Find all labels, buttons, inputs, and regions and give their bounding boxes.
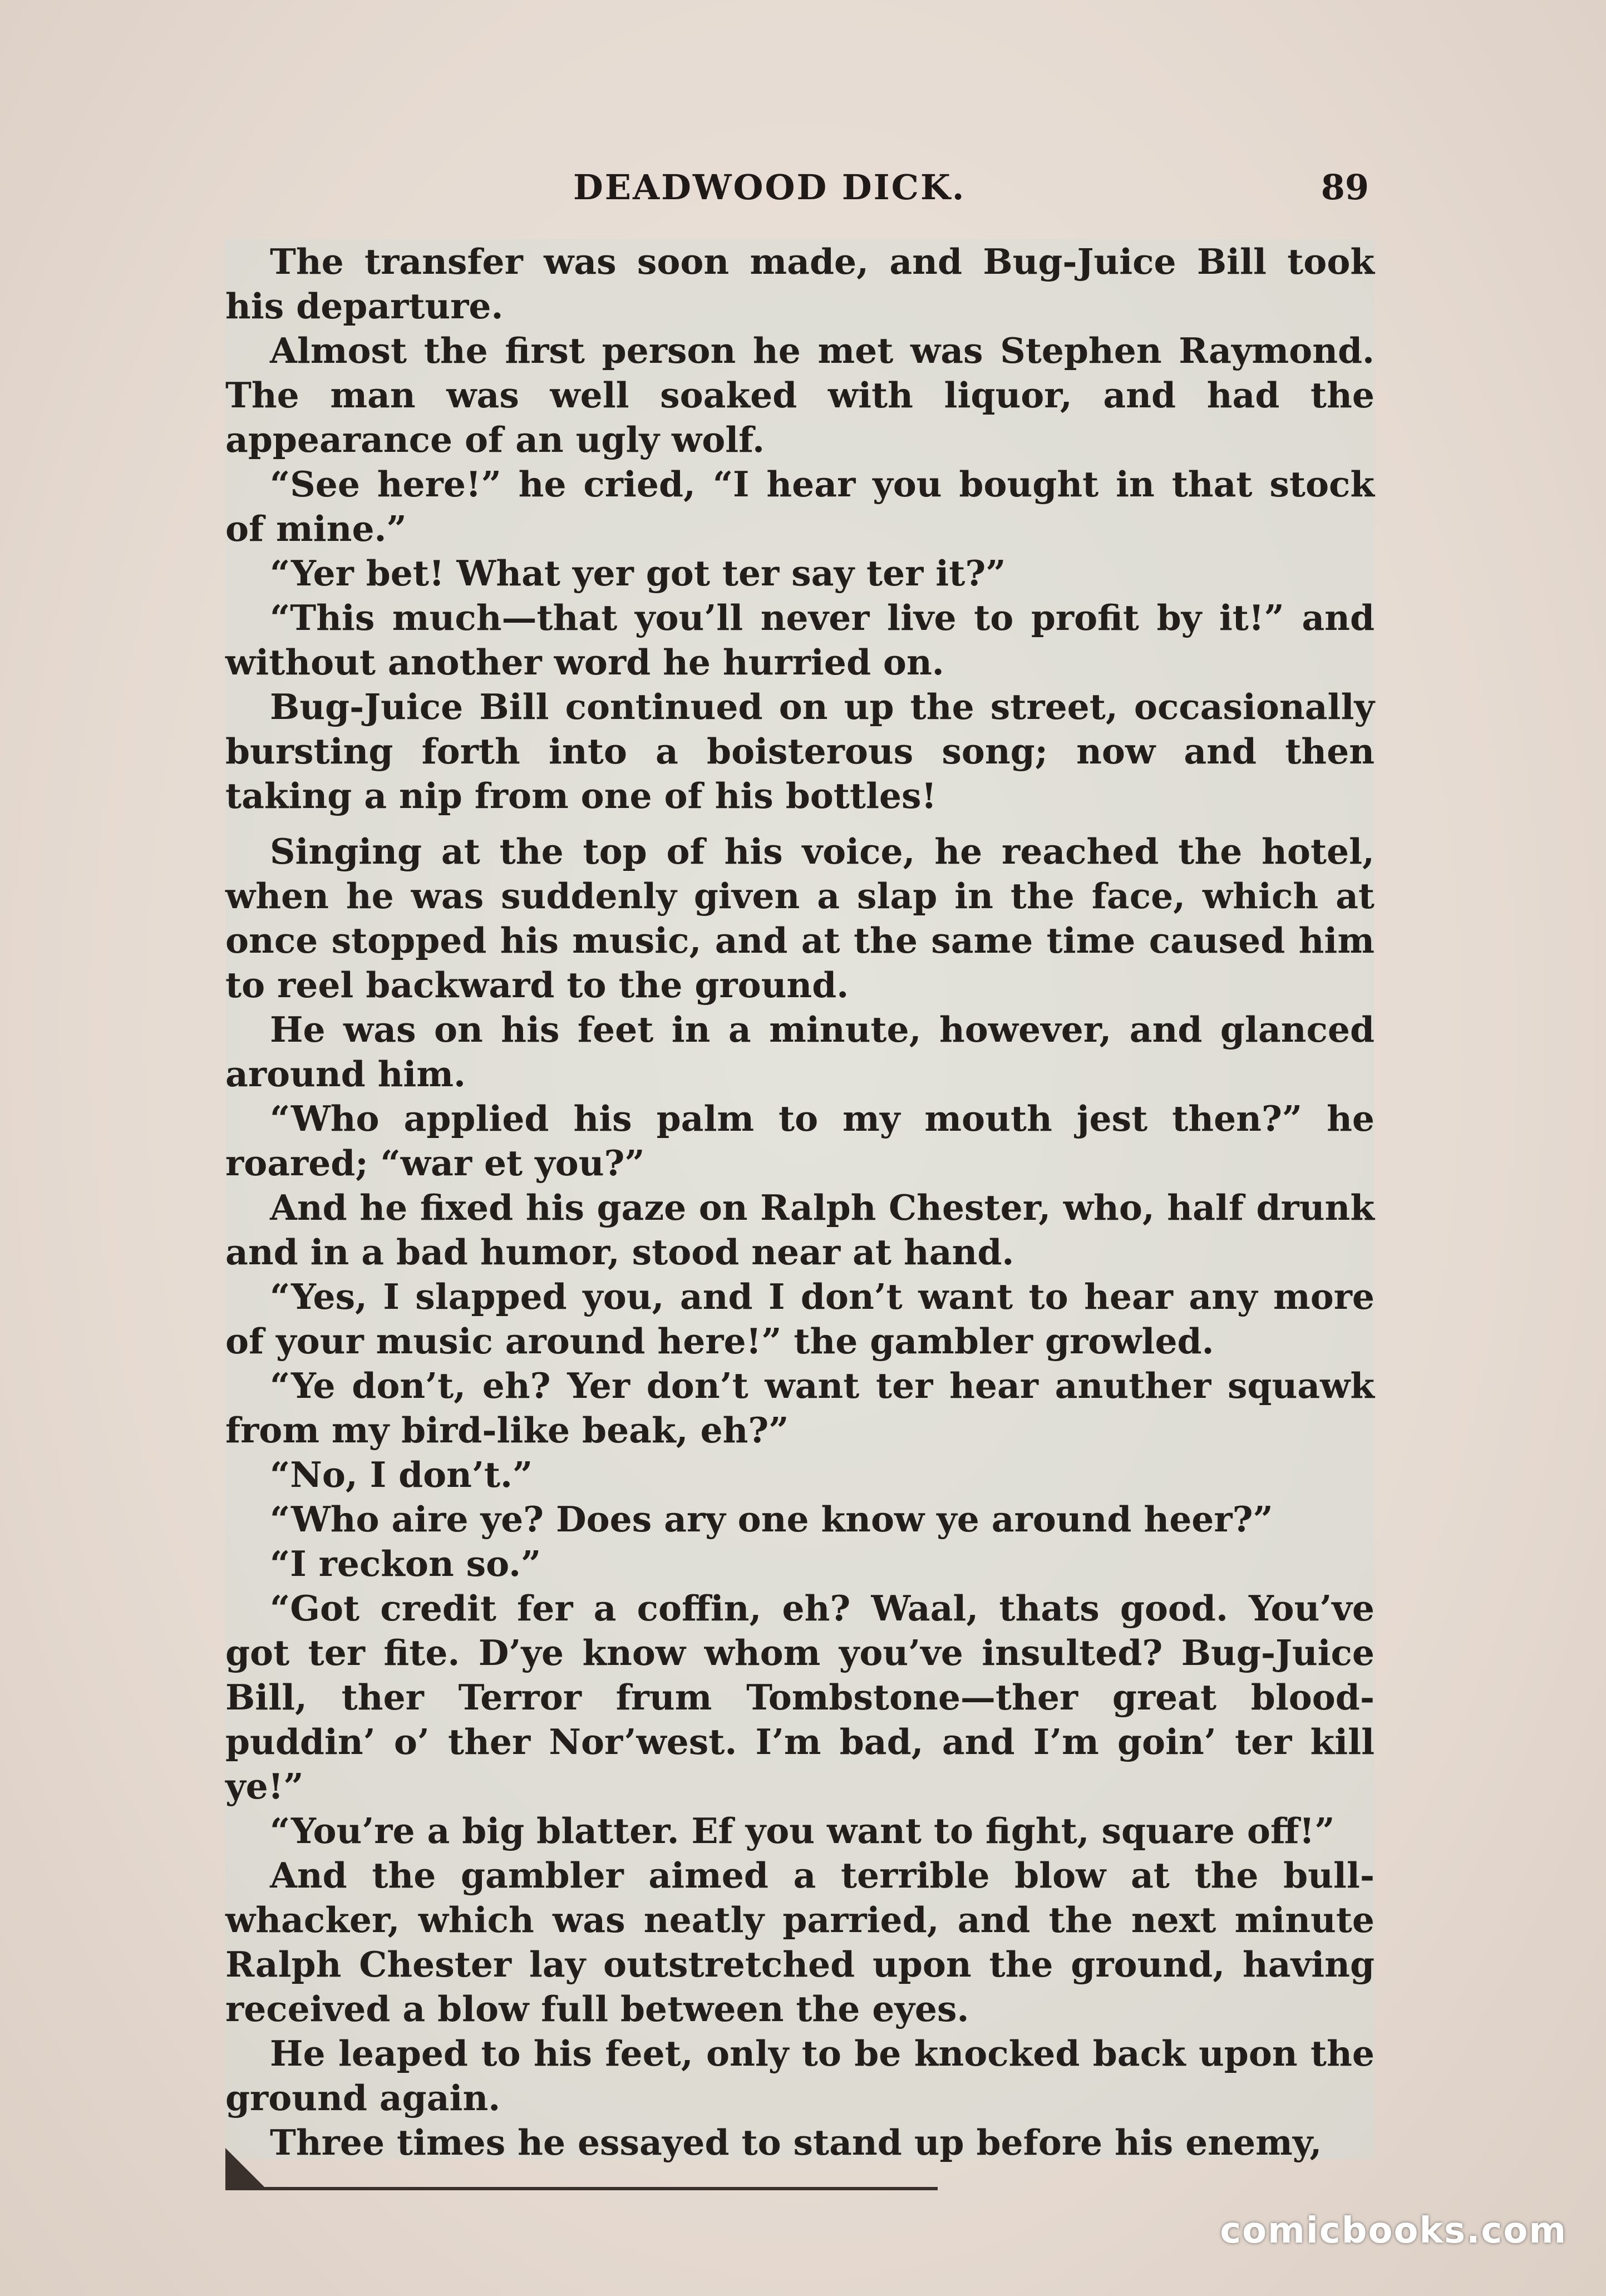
paragraph-11: “Yes, I slapped you, and I don’t want to hear any more of your music around here!” the gambler growled. bbox=[225, 1276, 1375, 1362]
paragraph-4: “Yer bet! What yer got ter say ter it?” bbox=[270, 553, 1006, 594]
paragraph-8: He was on his feet in a minute, however, and glanced around him. bbox=[225, 1009, 1375, 1095]
paragraph-20: Three times he essayed to stand up before his enemy, bbox=[270, 2122, 1322, 2163]
paragraph-3: “See here!” he cried, “I hear you bought in that stock of mine.” bbox=[225, 464, 1375, 549]
paragraph-2: Almost the first person he met was Stephen Raymond. The man was well soaked with liquor, and had the appearance of an ugly wolf. bbox=[225, 330, 1375, 460]
bottom-rule bbox=[225, 2187, 938, 2190]
paragraph-12: “Ye don’t, eh? Yer don’t want ter hear anuther squawk from my bird-like beak, eh?” bbox=[225, 1365, 1375, 1451]
paragraph-13: “No, I don’t.” bbox=[270, 1454, 533, 1495]
site-watermark: comicbooks.com bbox=[1220, 2210, 1567, 2251]
paragraph-15: “I reckon so.” bbox=[270, 1543, 541, 1584]
paragraph-7: Singing at the top of his voice, he reached the hotel, when he was suddenly given a slap in the face, which at once stopped his music, and at the same time caused him to reel backward to the ground. bbox=[225, 831, 1375, 1006]
paragraph-17: “You’re a big blatter. Ef you want to fight, square off!” bbox=[270, 1810, 1335, 1851]
paragraph-5: “This much—that you’ll never live to profit by it!” and without another word he hurried on. bbox=[225, 597, 1375, 683]
paragraph-16: “Got credit fer a coffin, eh? Waal, thats good. You’ve got ter fite. D’ye know whom you’ve insulted? Bug-Juice Bill, ther Terror frum Tombstone—ther great blood-puddin’ o’ ther Nor’west. I’m bad, and I’m goin’ ter kill ye!” bbox=[225, 1588, 1375, 1807]
body-text bbox=[225, 239, 1375, 2163]
paragraph-6: Bug-Juice Bill continued on up the street, occasionally bursting forth into a boisterous song; now and then taking a nip from one of his bottles! bbox=[225, 686, 1375, 816]
page-number: 89 bbox=[1321, 167, 1369, 208]
paragraph-9: “Who applied his palm to my mouth jest then?” he roared; “war et you?” bbox=[225, 1098, 1375, 1184]
running-head: DEADWOOD DICK. bbox=[573, 167, 966, 208]
paragraph-1: The transfer was soon made, and Bug-Juice Bill took his departure. bbox=[225, 241, 1375, 327]
paragraph-19: He leaped to his feet, only to be knocked back upon the ground again. bbox=[225, 2033, 1375, 2118]
paragraph-18: And the gambler aimed a terrible blow at the bull-whacker, which was neatly parried, and the next minute Ralph Chester lay outstretched upon the ground, having received a blow full between the eyes. bbox=[225, 1855, 1375, 2029]
paragraph-14: “Who aire ye? Does ary one know ye around heer?” bbox=[270, 1499, 1273, 1540]
paragraph-10: And he fixed his gaze on Ralph Chester, who, half drunk and in a bad humor, stood near at hand. bbox=[225, 1187, 1375, 1273]
page-header bbox=[228, 167, 1369, 228]
printer-corner-mark bbox=[225, 2148, 264, 2187]
